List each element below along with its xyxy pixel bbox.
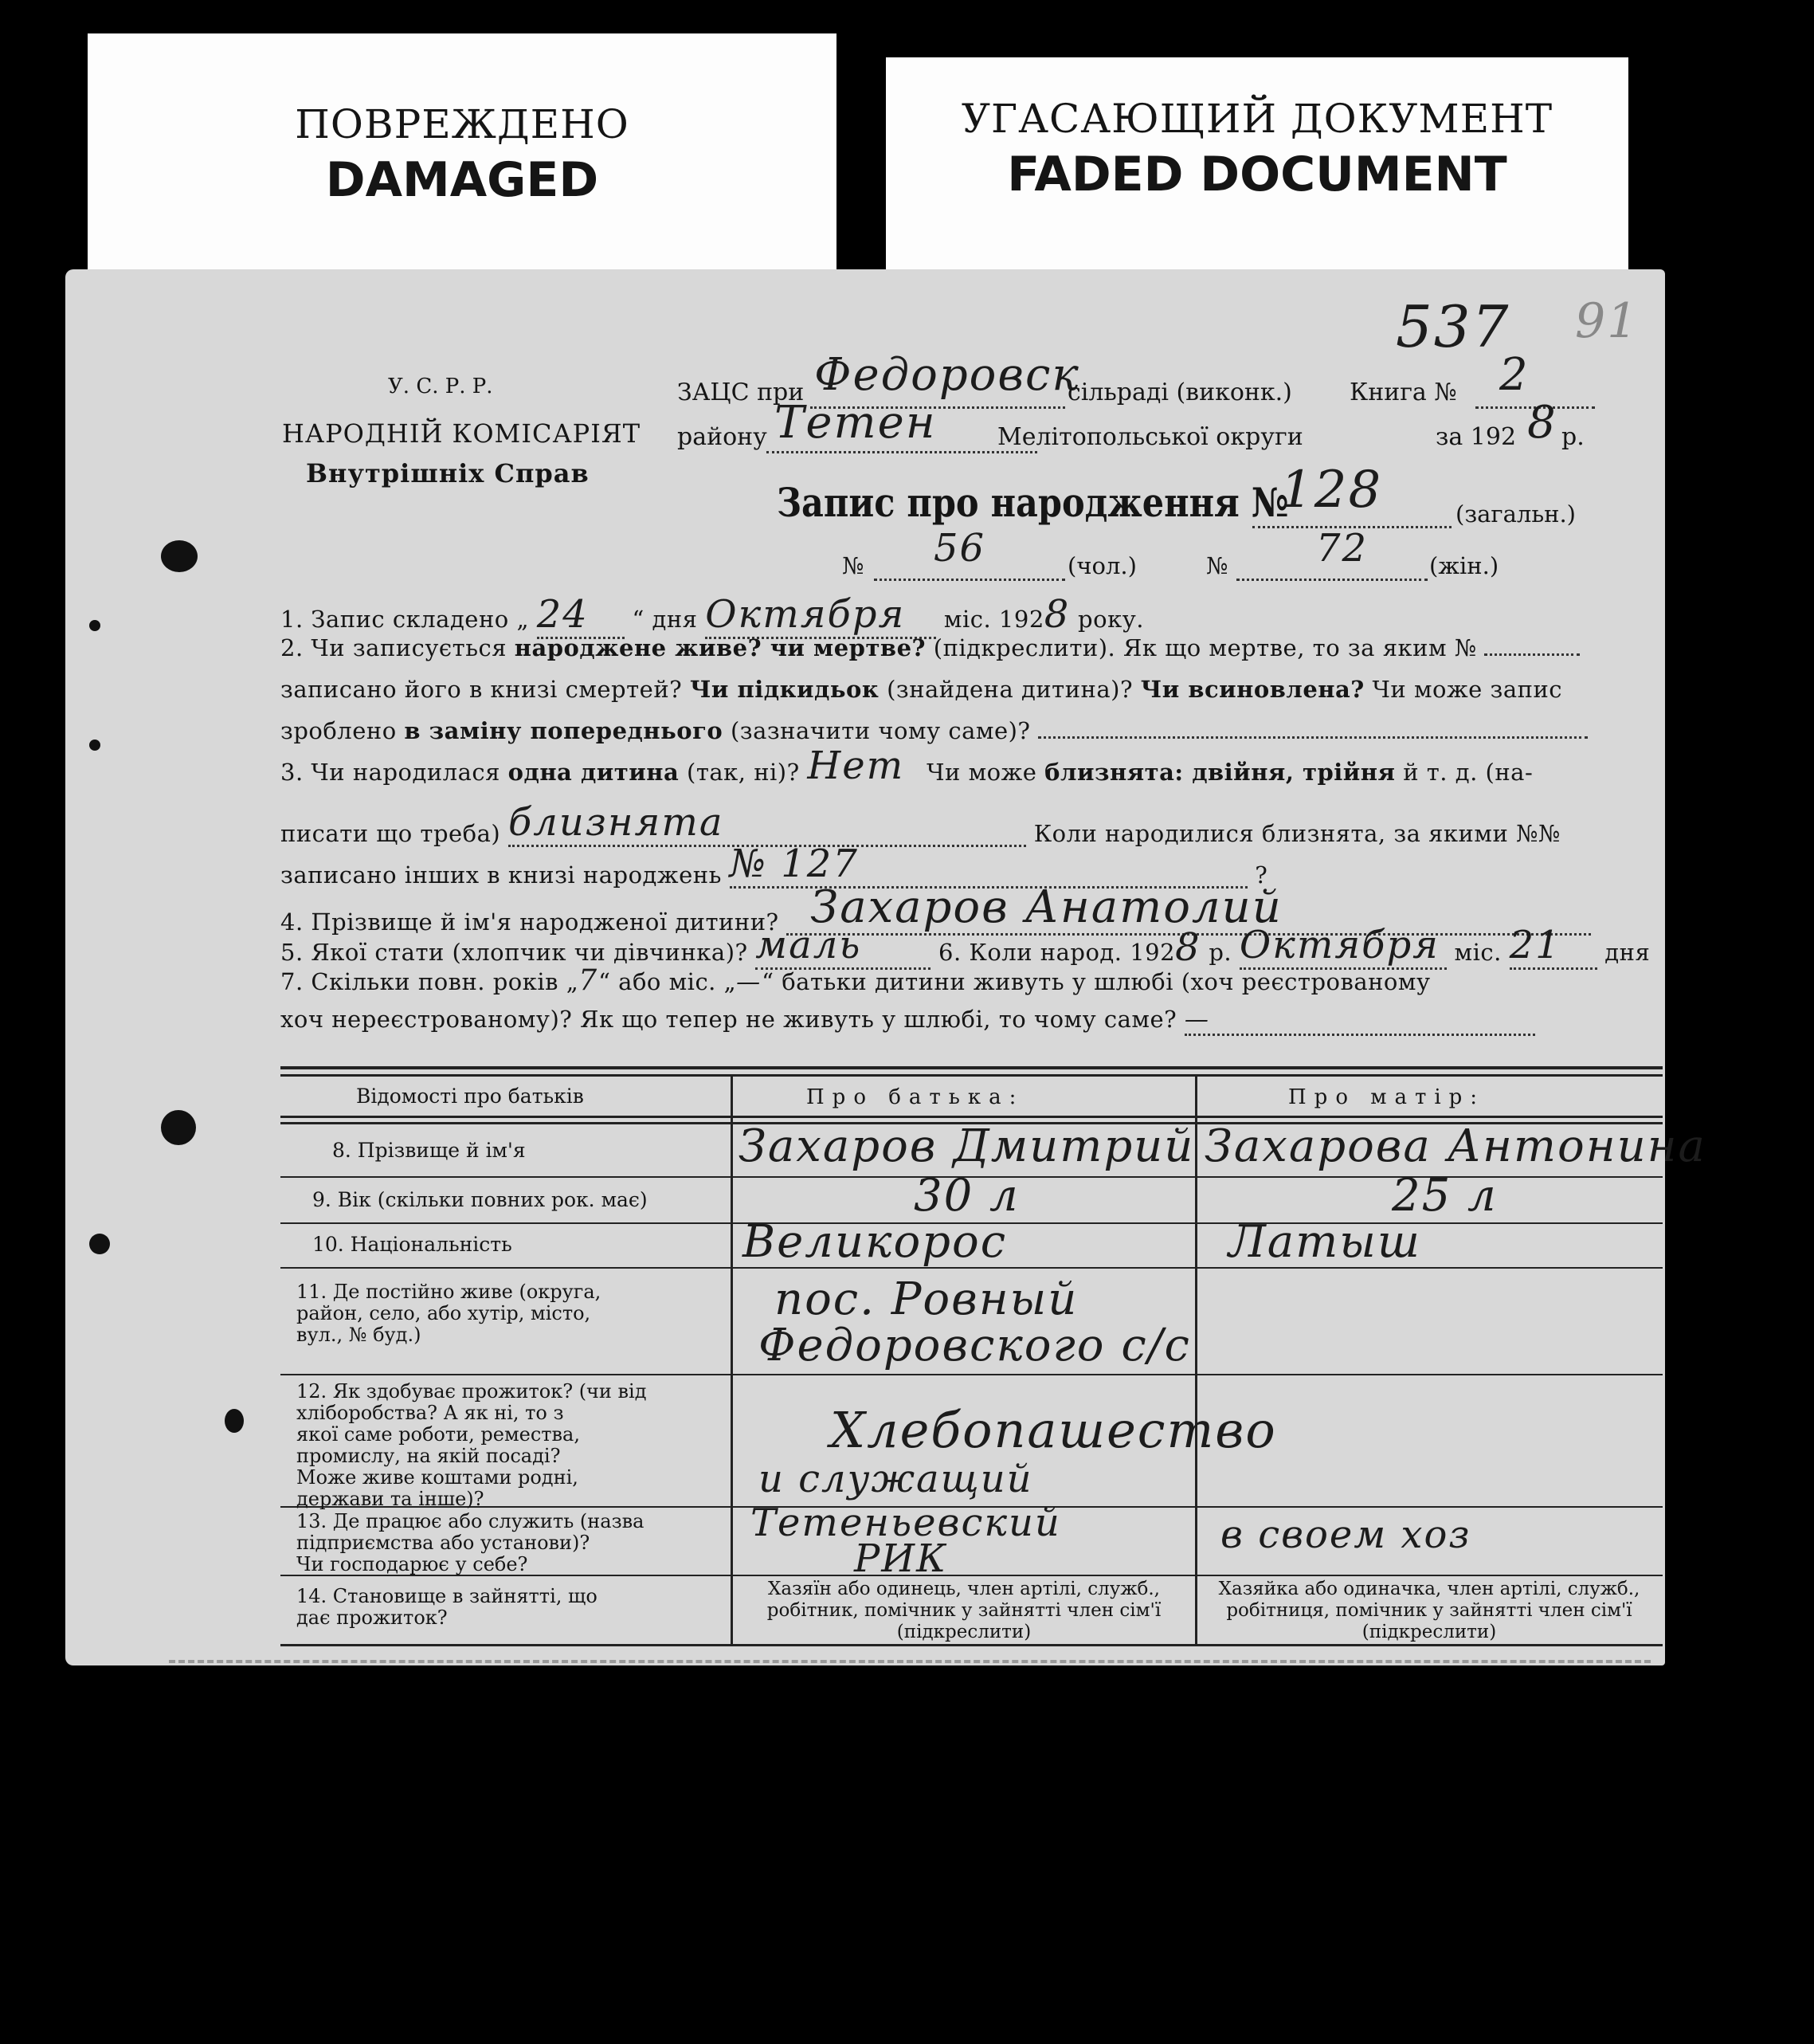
q2-death-number-field <box>1484 653 1580 656</box>
ussr-header: У. С. Р. Р. <box>388 375 493 398</box>
row-9-label: 9. Вік (скільки повних рок. має) <box>312 1188 648 1211</box>
q1-text-b: “ дня <box>632 606 698 633</box>
year-suffix: р. <box>1561 423 1585 451</box>
q5-label: 5. Якої стати (хлопчик чи дівчинка)? <box>280 939 748 966</box>
q3-line-1 <box>280 743 1534 788</box>
father-workplace-2: РИК <box>854 1536 948 1581</box>
q2-reason-field <box>1038 736 1588 739</box>
row-10-label: 10. Національність <box>312 1233 512 1256</box>
male-number: 56 <box>934 526 986 571</box>
father-status-line: робітник, помічник у зайнятті член сім'ї <box>766 1600 1162 1621</box>
female-number: 72 <box>1316 526 1369 571</box>
okruha-label: Мелітопольської округи <box>997 423 1303 451</box>
marriage-years: 7 <box>578 964 599 997</box>
row-12-label-line: промислу, на якій посаді? <box>296 1445 561 1467</box>
q2-text: (зазначити чому саме)? <box>730 717 1031 744</box>
male-label: (чол.) <box>1068 552 1137 579</box>
father-workplace-1: Тетеньевский <box>750 1501 1061 1545</box>
q2-line-3 <box>280 717 1588 744</box>
father-status-line: (підкреслити) <box>896 1622 1032 1642</box>
mother-status-line: робітниця, помічник у зайнятті член сім'ї <box>1226 1600 1632 1621</box>
row-8-label: 8. Прізвище й ім'я <box>332 1139 526 1162</box>
residence-line-1: пос. Ровный <box>774 1273 1079 1325</box>
row-13-label <box>296 1511 644 1575</box>
birth-record-sheet <box>65 269 1706 1665</box>
table-rule <box>280 1066 1663 1069</box>
q2-replacement: в заміну попереднього <box>404 717 723 744</box>
female-number-label: № <box>1206 552 1228 579</box>
q3-others-answer: № 127 <box>730 842 1248 889</box>
row-14-label-line: 14. Становище в зайнятті, що <box>296 1585 597 1607</box>
commissariat-header: НАРОДНІЙ КОМІСАРІЯТ <box>282 418 641 449</box>
q2-foundling: Чи підкидьок <box>689 676 880 703</box>
q2-text: записано його в книзі смертей? <box>280 676 683 703</box>
row-12-label-line: держави та інше)? <box>296 1488 484 1510</box>
punch-hole <box>89 620 100 631</box>
q3-text: Чи може <box>927 759 1037 786</box>
q3-text: записано інших в книзі народжень <box>280 861 722 889</box>
record-number: 128 <box>1280 461 1383 520</box>
male-number-label: № <box>842 552 864 579</box>
residence-line-2: Федоровского с/с <box>758 1320 1191 1371</box>
child-sex: маль <box>755 923 931 970</box>
year-value: 8 <box>1527 397 1557 449</box>
punch-hole <box>225 1409 244 1433</box>
q3-text: писати що треба) <box>280 820 501 847</box>
q3-single-answer: Нет <box>807 743 905 788</box>
q3-text: ? <box>1255 861 1268 889</box>
q6-month-label: міс. <box>1454 939 1502 966</box>
table-rule <box>280 1374 1663 1375</box>
mother-occupation-status <box>1198 1579 1660 1643</box>
q4-label: 4. Прізвище й ім'я народженої дитини? <box>280 908 779 936</box>
child-name: Захаров Анатолий <box>786 881 1591 936</box>
book-value: 2 <box>1499 349 1530 401</box>
mother-name: Захарова Антонина <box>1205 1120 1706 1172</box>
father-nationality: Великорос <box>742 1216 1008 1268</box>
damaged-en-text: DAMAGED <box>325 152 599 208</box>
q7-line-1 <box>280 964 1431 997</box>
row-13-label-line: Чи господарює у себе? <box>296 1553 528 1575</box>
q1-year: 8 <box>1044 592 1071 637</box>
birth-day: 21 <box>1510 923 1597 970</box>
marriage-months: — <box>736 968 762 996</box>
archive-number: 537 <box>1396 293 1510 360</box>
q7-line-2 <box>280 1006 1535 1036</box>
punch-hole <box>161 1110 196 1145</box>
q1-text-d: року. <box>1078 606 1144 633</box>
q2-text: Чи може запис <box>1372 676 1563 703</box>
q2-text: (знайдена дитина)? <box>887 676 1134 703</box>
male-number-underline <box>874 579 1065 581</box>
row-12-label-line: 12. Як здобуває прожиток? (чи від <box>296 1380 647 1403</box>
father-name: Захаров Дмитрий <box>739 1120 1195 1172</box>
row-13-label-line: підприємства або установи)? <box>296 1532 590 1554</box>
q6-year-suffix: р. <box>1209 939 1232 966</box>
row-13-label-line: 13. Де працює або служить (назва <box>296 1510 644 1532</box>
row-11-label-line: район, село, або хутір, місто, <box>296 1302 591 1324</box>
table-column-divider <box>1195 1074 1197 1644</box>
selrada-label: сільраді (виконк.) <box>1068 379 1292 406</box>
q7-reason: — <box>1185 1006 1535 1036</box>
faded-en-text: FADED DOCUMENT <box>1007 147 1507 202</box>
q1-text-a: 1. Запис складено „ <box>280 606 529 633</box>
father-age: 30 л <box>914 1170 1020 1222</box>
q3-text: й т. д. (на- <box>1403 759 1534 786</box>
q6-label: 6. Коли народ. 192 <box>938 939 1176 966</box>
year-label: за 192 <box>1436 423 1517 451</box>
q1-line <box>280 592 1144 639</box>
livelihood-line-1: Хлебопашество <box>830 1401 1277 1459</box>
damaged-label-card <box>88 33 836 273</box>
q1-day: 24 <box>537 592 625 639</box>
row-11-label-line: вул., № буд.) <box>296 1324 421 1346</box>
q3-text: Коли народилися близнята, за якими №№ <box>1033 820 1561 847</box>
q7-text: “ або міс. „ <box>598 968 737 995</box>
zags-label: ЗАЦС при <box>677 379 805 406</box>
punch-hole <box>89 740 100 751</box>
zags-value: Федоровск <box>814 349 1080 401</box>
mother-status-line: (підкреслити) <box>1361 1622 1497 1642</box>
table-column-divider <box>731 1074 733 1644</box>
q2-line-2 <box>280 676 1562 703</box>
punch-hole <box>161 540 198 572</box>
mother-nationality: Латыш <box>1228 1216 1421 1268</box>
row-12-label <box>296 1381 647 1510</box>
q7-text: хоч нереєстрованому)? Як що тепер не живуть у шлюбі, то чому саме? <box>280 1006 1177 1033</box>
q3-line-2 <box>280 800 1561 847</box>
faded-label-card <box>886 57 1628 277</box>
mother-status-line: Хазяйка або одиначка, член артілі, служб., <box>1218 1579 1640 1599</box>
book-label: Книга № <box>1350 379 1457 406</box>
mother-age: 25 л <box>1392 1170 1498 1222</box>
col-mother-header: Про матір: <box>1288 1085 1486 1109</box>
col-info-header: Відомості про батьків <box>356 1085 584 1108</box>
q7-text: 7. Скільки повн. років „ <box>280 968 579 995</box>
col-father-header: Про батька: <box>806 1085 1025 1109</box>
raion-underline <box>766 451 1037 453</box>
table-rule <box>280 1074 1663 1077</box>
raion-value: Тетен <box>774 397 937 449</box>
ministry-header: Внутрішніх Справ <box>306 458 590 488</box>
table-rule <box>280 1116 1663 1118</box>
q2-text: зроблено <box>280 717 397 744</box>
q3-twins-answer: близнята <box>508 800 1026 847</box>
q1-text-c: міс. 192 <box>943 606 1044 633</box>
q3-twins: близнята: двійня, трійня <box>1044 759 1396 786</box>
q1-month: Октября <box>705 592 936 639</box>
row-11-label <box>296 1281 601 1346</box>
q2-text: 2. Чи записується <box>280 634 507 661</box>
row-11-label-line: 11. Де постійно живе (округа, <box>296 1281 601 1303</box>
mother-workplace: в своем хоз <box>1220 1512 1471 1557</box>
row-14-label <box>296 1586 597 1629</box>
father-status-line: Хазяїн або одинець, член артілі, служб., <box>768 1579 1160 1599</box>
archive-corner-number: 91 <box>1575 293 1640 349</box>
record-general-label: (загальн.) <box>1456 500 1576 528</box>
q7-text: “ батьки дитини живуть у шлюбі (хоч реєстрованому <box>762 968 1431 995</box>
q2-alive-dead: народжене живе? чи мертве? <box>514 634 927 661</box>
row-12-label-line: Може живе коштами родні, <box>296 1466 578 1489</box>
row-14-label-line: дає прожиток? <box>296 1607 448 1629</box>
row-12-label-line: хліборобства? А як ні, то з <box>296 1402 564 1424</box>
livelihood-line-2: и служащий <box>758 1457 1033 1501</box>
q2-line-1 <box>280 634 1580 661</box>
table-rule <box>280 1644 1663 1646</box>
raion-label: району <box>677 423 767 451</box>
q2-adopted: Чи всиновлена? <box>1140 676 1365 703</box>
q2-text: (підкреслити). Як що мертве, то за яким № <box>933 634 1477 661</box>
punch-hole <box>89 1234 110 1254</box>
female-label: (жін.) <box>1429 552 1499 579</box>
record-title: Запис про народження № <box>777 479 1289 526</box>
birth-year: 8 <box>1175 925 1201 970</box>
faded-ru-text: УГАСАЮЩИЙ ДОКУМЕНТ <box>961 96 1553 142</box>
father-occupation-status <box>736 1579 1192 1643</box>
damaged-ru-text: ПОВРЕЖДЕНО <box>295 101 629 147</box>
q6-day-label: дня <box>1604 939 1651 966</box>
q3-single-child: одна дитина <box>507 759 680 786</box>
birth-month: Октября <box>1240 923 1447 970</box>
q5-q6-line <box>280 923 1650 970</box>
row-12-label-line: якої саме роботи, ремества, <box>296 1423 580 1446</box>
q3-text: 3. Чи народилася <box>280 759 500 786</box>
torn-edge <box>169 1660 1651 1663</box>
female-number-underline <box>1236 579 1428 581</box>
q3-text: (так, ні)? <box>687 759 800 786</box>
